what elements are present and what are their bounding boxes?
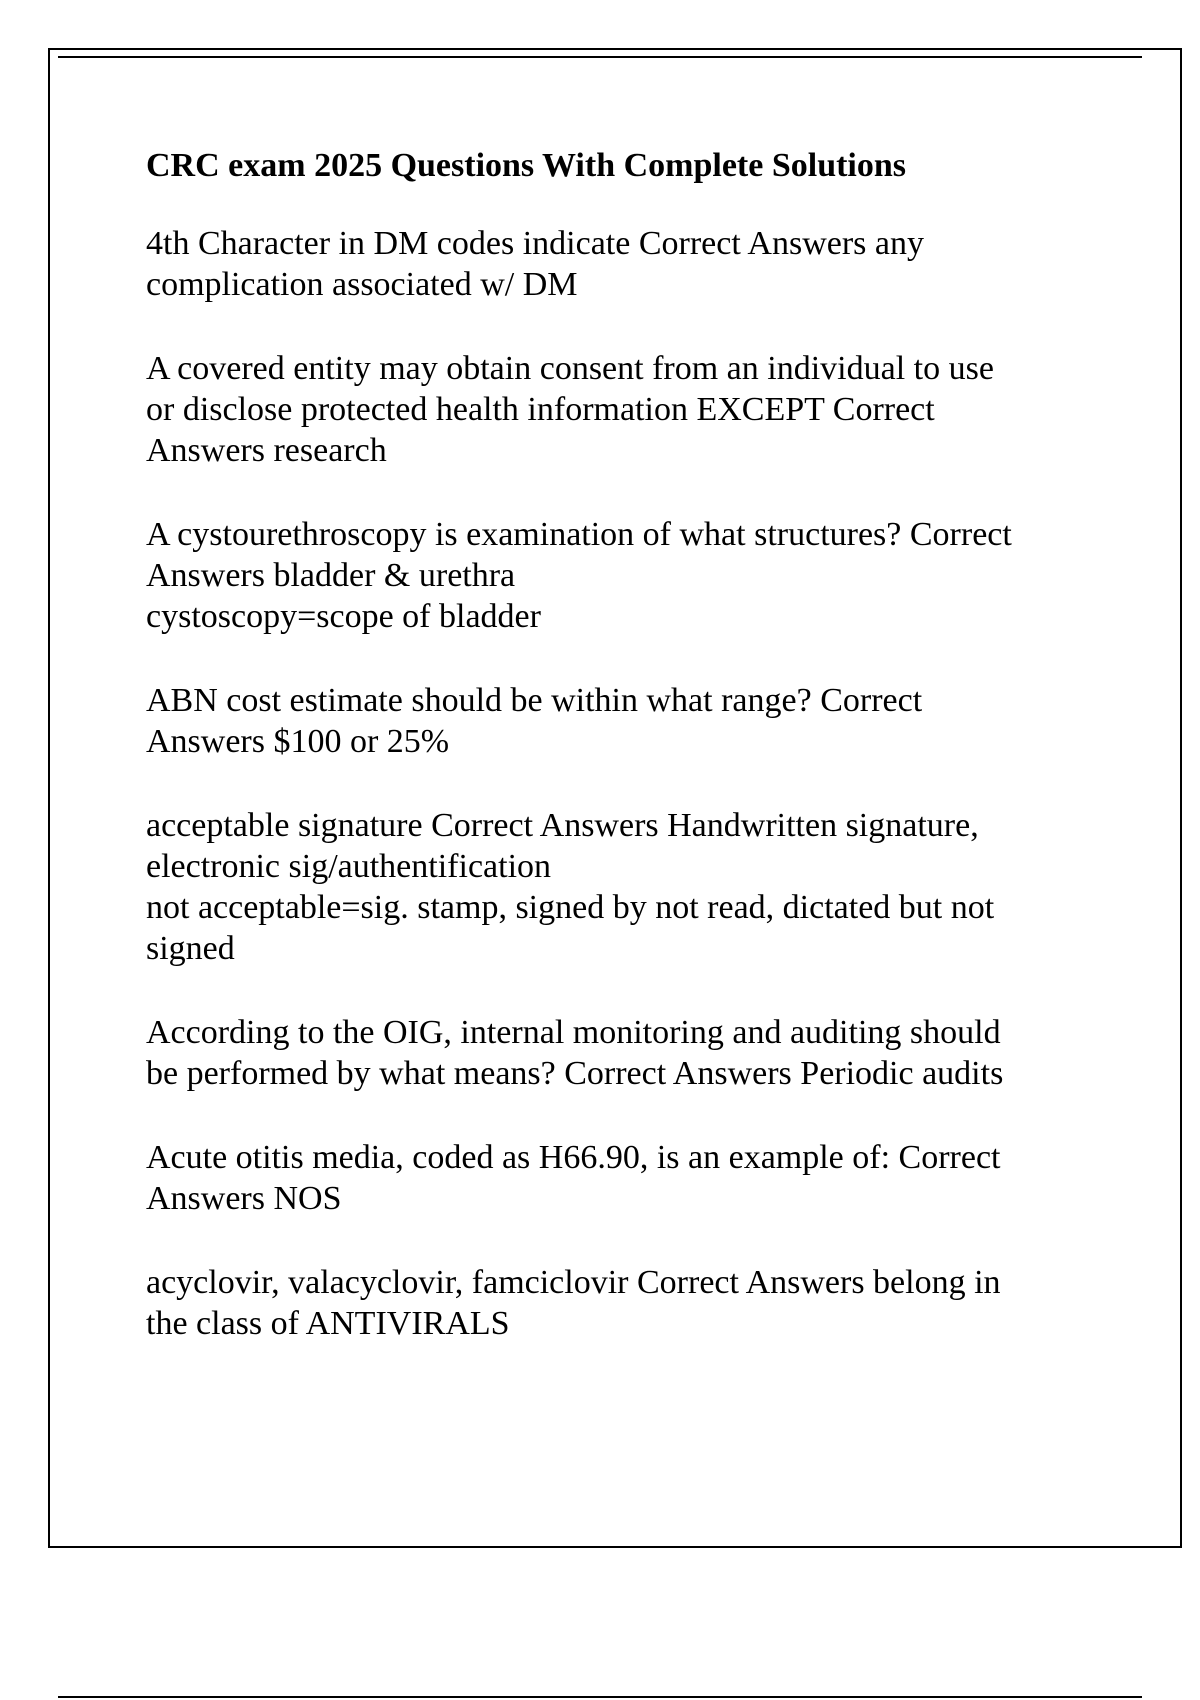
qa-item: A cystourethroscopy is examination of what structures? Correct Answers bladder & urethra cystoscopy=scope of bladder — [146, 516, 1012, 635]
qa-list — [146, 223, 1086, 1344]
qa-item: A covered entity may obtain consent from an individual to use or disclose protected health information EXCEPT Correct Answers research — [146, 350, 994, 469]
document-content — [146, 145, 1086, 1387]
qa-item: acceptable signature Correct Answers Handwritten signature, electronic sig/authentification not acceptable=sig. stamp, signed by not read, dictated but not signed — [146, 807, 995, 967]
bottom-rule — [58, 1696, 1142, 1698]
document-title: CRC exam 2025 Questions With Complete Solutions — [146, 147, 907, 184]
qa-item: 4th Character in DM codes indicate Correct Answers any complication associated w/ DM — [146, 225, 924, 303]
qa-item: According to the OIG, internal monitoring and auditing should be performed by what means? Correct Answers Periodic audits — [146, 1014, 1004, 1092]
qa-item: acyclovir, valacyclovir, famciclovir Correct Answers belong in the class of ANTIVIRALS — [146, 1264, 1001, 1342]
qa-item: Acute otitis media, coded as H66.90, is an example of: Correct Answers NOS — [146, 1139, 1001, 1217]
qa-item: ABN cost estimate should be within what range? Correct Answers $100 or 25% — [146, 682, 923, 760]
